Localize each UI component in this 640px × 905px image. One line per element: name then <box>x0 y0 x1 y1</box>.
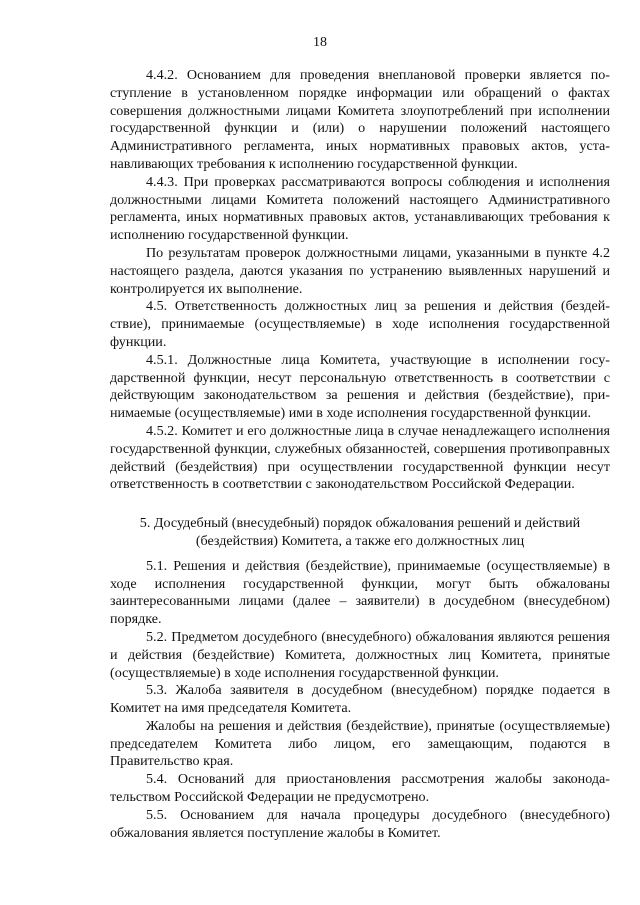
paragraph-4-4-3: 4.4.3. При проверках рассматриваются вопросы соблюдения и исполнения должностными лицами Комитета положений настоящего Административного регламента, иных нормативных правовых актов, устанавливающих требования к исполнению государственной функции. <box>110 173 610 244</box>
paragraph-inspection-results: По результатам проверок должностными лицами, указанными в пункте 4.2 настоящего раздела, даются указания по устранению выявленных нарушений и контролируется их выполнение. <box>110 244 610 297</box>
paragraph-5-4: 5.4. Оснований для приостановления рассмотрения жалобы законодательством Российской Федерации не предусмотрено. <box>110 771 610 806</box>
section-5-heading-line-2: (бездействия) Комитета, а также его должностных лиц <box>195 532 525 549</box>
paragraph-4-5-2: 4.5.2. Комитет и его должностные лица в случае ненадлежащего исполнения государственной функции, служебных обязанностей, совершения противоправных действий (бездействия) при осуществлении государственной функции несут ответственность в соответствии с законодательством Российской Федерации. <box>110 422 610 493</box>
paragraph-complaints-chairman: Жалобы на решения и действия (бездействие), принятые (осуществляемые) председателем Комитета либо лицом, его замещающим, подаются в Правительство края. <box>110 717 610 770</box>
paragraph-5-2: 5.2. Предметом досудебного (внесудебного) обжалования являются решения и действия (бездействие) Комитета, должностных лиц Комитета, принятые (осуществляемые) в ходе исполнения государственной функции. <box>110 628 610 681</box>
document-body <box>110 67 610 842</box>
paragraph-4-5: 4.5. Ответственность должностных лиц за решения и действия (бездействие), принимаемые (осуществляемые) в ходе исполнения государственной функции. <box>110 298 610 350</box>
paragraph-4-5-1: 4.5.1. Должностные лица Комитета, участвующие в исполнении государственной функции, несут персональную ответственность в соответствии с действующим законодательством за решения и действия (бездействие), принимаемые (осуществляемые) ими в ходе исполнения государственной функции. <box>110 351 610 422</box>
section-5-heading <box>110 515 610 551</box>
paragraph-5-1: 5.1. Решения и действия (бездействие), принимаемые (осуществляемые) в ходе исполнения государственной функции, могут быть обжалованы заинтересованными лицами (далее – заявители) в досудебном (внесудебном) порядке. <box>110 557 610 628</box>
paragraph-5-3: 5.3. Жалоба заявителя в досудебном (внесудебном) порядке подается в Комитет на имя председателя Комитета. <box>110 682 610 717</box>
paragraph-4-4-2: 4.4.2. Основанием для проведения внеплановой проверки является поступление в установленном порядке информации или обращений о фактах совершения должностными лицами Комитета злоупотреблений при исполнении государственной функции и (или) о нарушении положений настоящего Административного регламента, иных нормативных правовых актов, устанавливающих требования к исполнению государственной функции. <box>110 67 610 172</box>
section-5-heading-line-1: 5. Досудебный (внесудебный) порядок обжалования решений и действий <box>139 515 581 532</box>
paragraph-5-5: 5.5. Основанием для начала процедуры досудебного (внесудебного) обжалования является поступление жалобы в Комитет. <box>110 806 610 841</box>
page-number: 18 <box>313 35 327 50</box>
